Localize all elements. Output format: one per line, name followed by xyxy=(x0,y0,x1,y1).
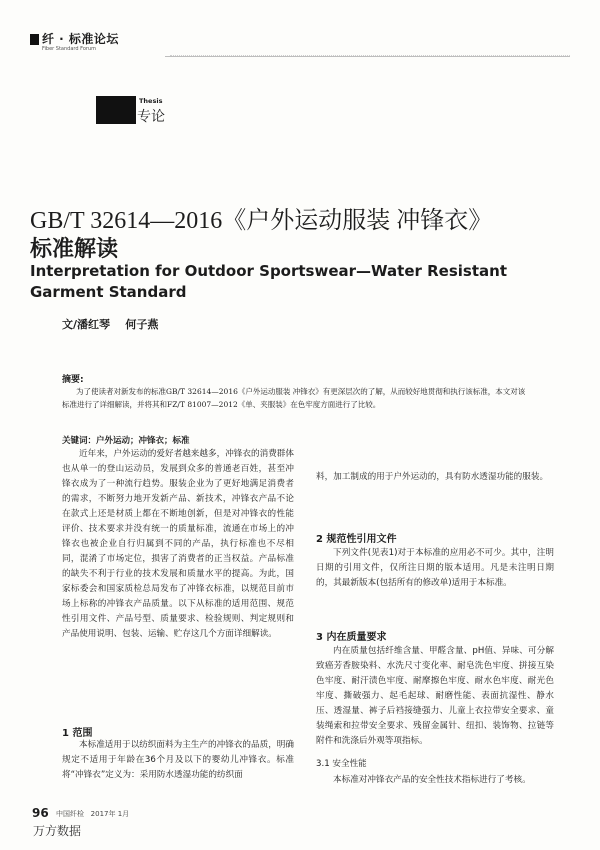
section-1-continued-text: 料，加工制成的用于户外运动的，具有防水透湿功能的服装。 xyxy=(316,472,549,482)
page-number: 96 xyxy=(32,806,49,820)
section-2-heading: 2 规范性引用文件 xyxy=(316,534,397,545)
abstract-label: 摘要: xyxy=(62,375,84,385)
section-3-text: 内在质量包括纤维含量、甲醛含量、pH值、异味、可分解致癌芳香胺染料、水洗尺寸变化率、耐皂洗色牢度、拼接互染色牢度、耐汗渍色牢度、耐摩擦色牢度、耐水色牢度、耐光色牢度、撕破强力、起毛起球、耐磨性能、表面抗湿性、静水压、透湿量、裤子后裆接缝强力、儿童上衣拉带安全要求、童装绳索和拉带安全要求、残留金属针、纽扣、装饰物、拉链等附件和洗涤后外观等项指标。 xyxy=(316,646,554,746)
authors: 文/潘红琴 何子燕 xyxy=(62,318,159,331)
section-3-1-paragraph xyxy=(316,773,554,788)
section-2-text: 下列文件(见表1)对于本标准的应用必不可少。其中，注明日期的引用文件，仅所注日期的版本适用。凡是未注明日期的，其最新版本(包括所有的修改单)适用于本标准。 xyxy=(316,548,554,588)
header-rule xyxy=(165,56,570,57)
journal-section-title: 纤 · 标准论坛 xyxy=(42,32,119,46)
thesis-badge-cn: 专论 xyxy=(137,109,165,125)
section-2-paragraph xyxy=(316,546,554,591)
section-1-paragraph xyxy=(62,738,294,783)
article-title-cn-line1: GB/T 32614—2016《户外运动服装 冲锋衣》 xyxy=(30,208,493,234)
header-block-icon xyxy=(30,34,39,45)
intro-text: 近年来，户外运动的爱好者越来越多，冲锋衣的消费群体也从单一的登山运动员，发展到众多的普通老百姓，甚至冲锋衣成为了一种流行趋势。服装企业为了更好地满足消费者的需求，不断努力地开发新产品、新技术，冲锋衣产品不论在款式上还是材质上都在不断地创新，但是对冲锋衣的性能评价、技术要求并没有统一的质量标准，流通在市场上的冲锋衣也被企业自行归属到不同的产品，执行标准也不尽相同，混淆了市场定位，损害了消费者的正当权益。产品标准的缺失不利于行业的技术发展和质量水平的提高。为此，国家标委会和国家质检总局发布了冲锋衣标准，以规范目前市场上标称的冲锋衣产品质量。以下从标准的适用范围、规范性引用文件、产品号型、质量要求、检验规则、判定规则和产品使用说明、包装、运输、贮存这几个方面详细解读。 xyxy=(62,449,294,639)
section-3-1-text: 本标准对冲锋衣产品的安全性技术指标进行了考核。 xyxy=(333,775,531,785)
abstract-body: 为了使读者对新发布的标准GB/T 32614—2016《户外运动服装 冲锋衣》有更深层次的了解，从而较好地贯彻和执行该标准，本文对该标准进行了详细解读，并将其和FZ/T 81007—2012《单、夹服装》在色牢度方面进行了比较。 xyxy=(62,387,526,409)
section-1-text: 本标准适用于以纺织面料为主生产的冲锋衣的品质，明确规定不适用于年龄在36个月及以下的婴幼儿冲锋衣。标准将“冲锋衣”定义为：采用防水透湿功能的纺织面 xyxy=(62,740,294,780)
thesis-badge-en: Thesis xyxy=(139,97,163,105)
article-title-en-line2: Garment Standard xyxy=(30,283,187,301)
article-title-cn-line2: 标准解读 xyxy=(30,237,119,262)
intro-paragraph xyxy=(62,447,294,642)
section-3-1-heading: 3.1 安全性能 xyxy=(316,759,367,769)
thesis-badge-block xyxy=(96,96,136,124)
footer-source: 中国纤检 2017年 1月 xyxy=(56,810,130,818)
section-3-paragraph xyxy=(316,644,554,749)
section-3-heading: 3 内在质量要求 xyxy=(316,632,387,643)
section-1-continued xyxy=(316,470,554,485)
keywords: 关键词：户外运动；冲锋衣；标准 xyxy=(62,436,190,446)
article-title-en-line1: Interpretation for Outdoor Sportswear—Water Resistant xyxy=(30,262,507,280)
journal-section-subtitle: Fiber Standard Forum xyxy=(42,46,96,52)
section-1-heading: 1 范围 xyxy=(62,728,93,739)
footer-watermark: 万方数据 xyxy=(33,824,82,838)
